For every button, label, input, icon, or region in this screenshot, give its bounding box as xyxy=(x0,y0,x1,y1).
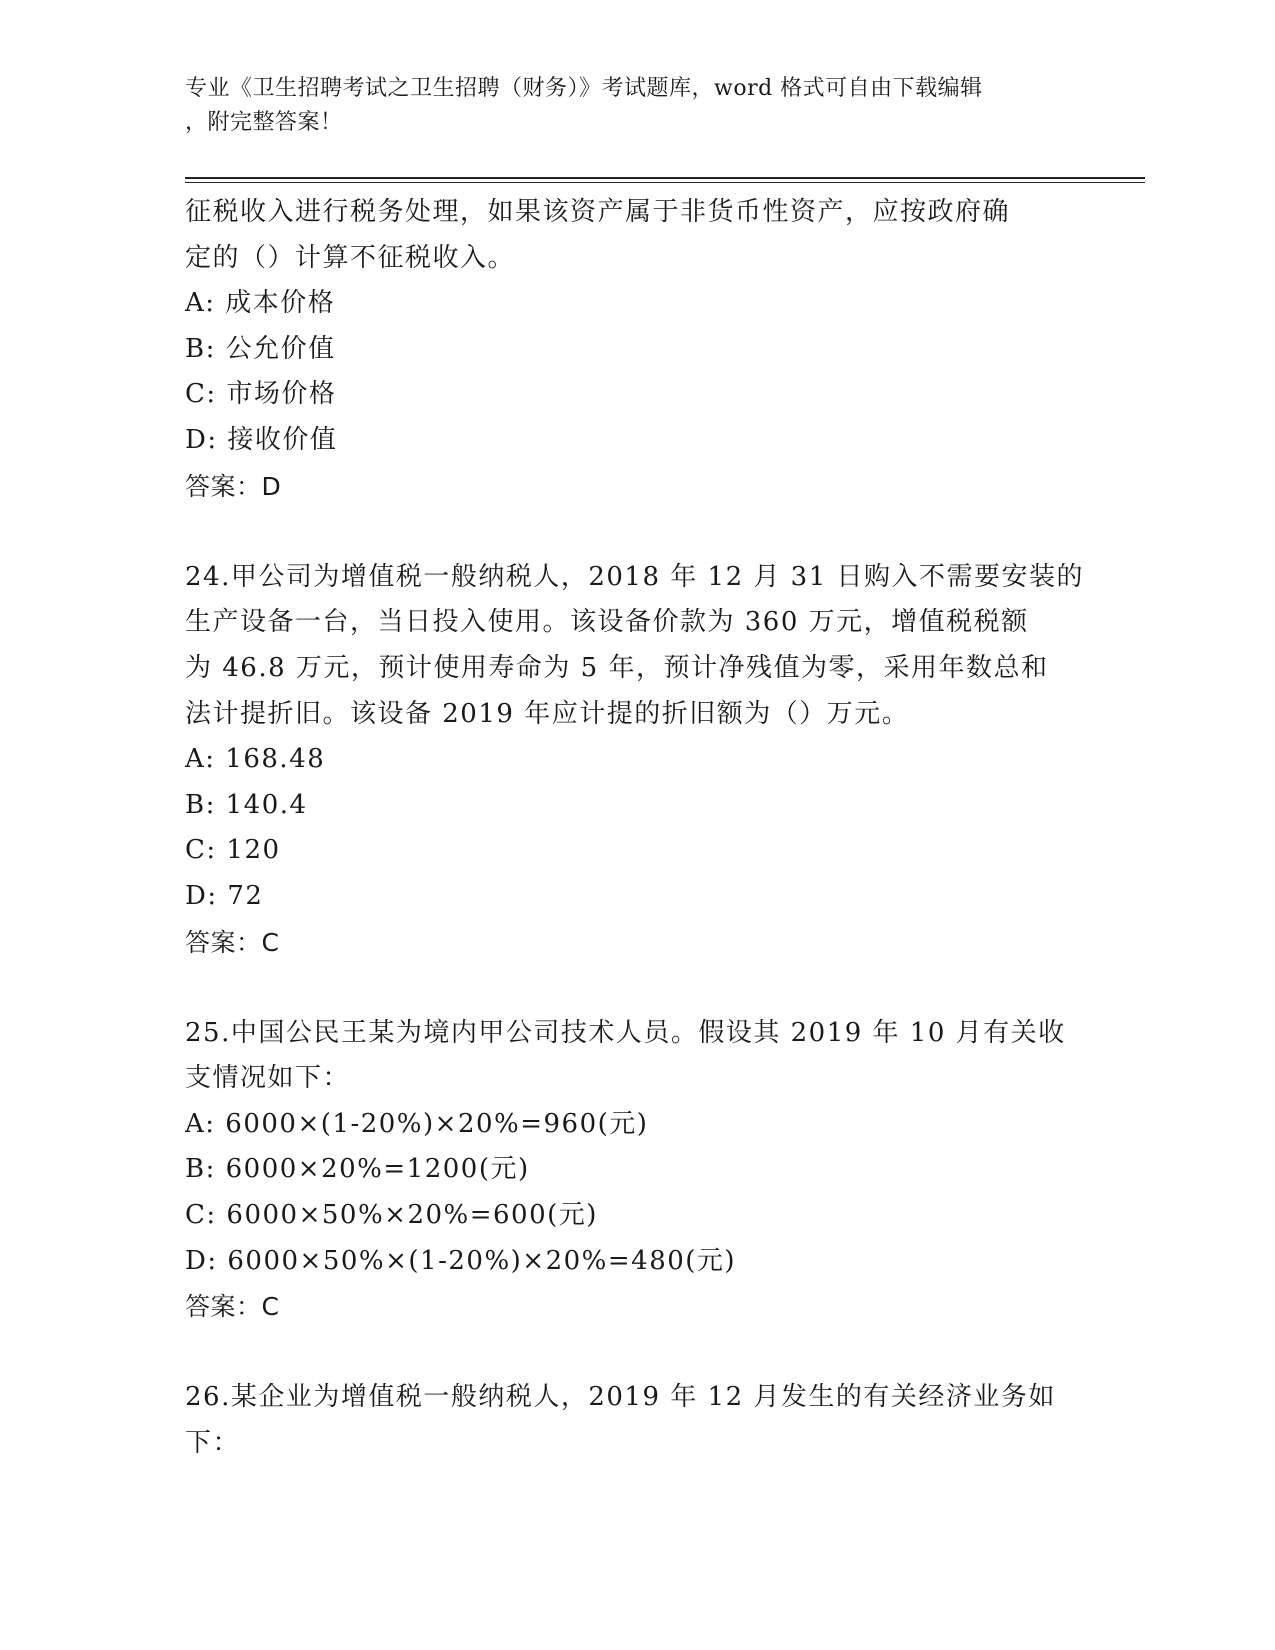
answer-line: 答案：C xyxy=(185,927,280,957)
option-d: D: 72 xyxy=(185,880,264,911)
question-stem-line: 为 46.8 万元，预计使用寿命为 5 年，预计净残值为零，采用年数总和 xyxy=(185,652,1049,683)
header-rule-thick xyxy=(185,177,1145,179)
question-stem-line: 征税收入进行税务处理，如果该资产属于非货币性资产，应按政府确 xyxy=(185,197,1011,227)
question-stem-line: 25.中国公民王某为境内甲公司技术人员。假设其 2019 年 10 月有关收 xyxy=(185,1017,1066,1048)
question-23 xyxy=(185,190,1085,509)
header-rule-thin xyxy=(185,182,1145,183)
option-c: C: 6000×50%×20%=600(元) xyxy=(185,1200,598,1231)
question-25 xyxy=(185,1011,1085,1330)
question-stem-line: 支情况如下： xyxy=(185,1063,351,1094)
option-a: A: 168.48 xyxy=(185,744,326,775)
answer-line: 答案：C xyxy=(185,1292,280,1322)
option-c: C: 120 xyxy=(185,835,281,866)
option-a: A: 成本价格 xyxy=(185,288,336,319)
option-a: A: 6000×(1-20%)×20%=960(元) xyxy=(185,1108,649,1139)
question-stem-line: 26.某企业为增值税一般纳税人，2019 年 12 月发生的有关经济业务如 xyxy=(185,1382,1056,1413)
question-26 xyxy=(185,1375,1085,1466)
option-b: B: 公允价值 xyxy=(185,333,336,364)
spacer xyxy=(185,509,1085,555)
spacer xyxy=(185,965,1085,1011)
question-stem-line: 24.甲公司为增值税一般纳税人，2018 年 12 月 31 日购入不需要安装的 xyxy=(185,561,1085,592)
document-body xyxy=(185,190,1085,1467)
question-stem-line: 定的（）计算不征税收入。 xyxy=(185,242,516,273)
option-d: D: 接收价值 xyxy=(185,424,338,455)
question-stem-line: 法计提折旧。该设备 2019 年应计提的折旧额为（）万元。 xyxy=(185,698,910,729)
question-stem-line: 生产设备一台，当日投入使用。该设备价款为 360 万元，增值税税额 xyxy=(185,607,1029,638)
answer-line: 答案：D xyxy=(185,471,282,501)
question-24 xyxy=(185,555,1085,965)
document-header xyxy=(185,72,1065,140)
option-b: B: 6000×20%=1200(元) xyxy=(185,1154,530,1185)
option-c: C: 市场价格 xyxy=(185,379,337,410)
header-line-1: 专业《卫生招聘考试之卫生招聘（财务）》考试题库，word 格式可自由下载编辑 xyxy=(185,76,983,101)
option-b: B: 140.4 xyxy=(185,789,308,820)
question-stem-line: 下： xyxy=(185,1428,241,1459)
header-line-2: ，附完整答案！ xyxy=(185,110,343,135)
option-d: D: 6000×50%×(1-20%)×20%=480(元) xyxy=(185,1245,737,1276)
spacer xyxy=(185,1330,1085,1376)
